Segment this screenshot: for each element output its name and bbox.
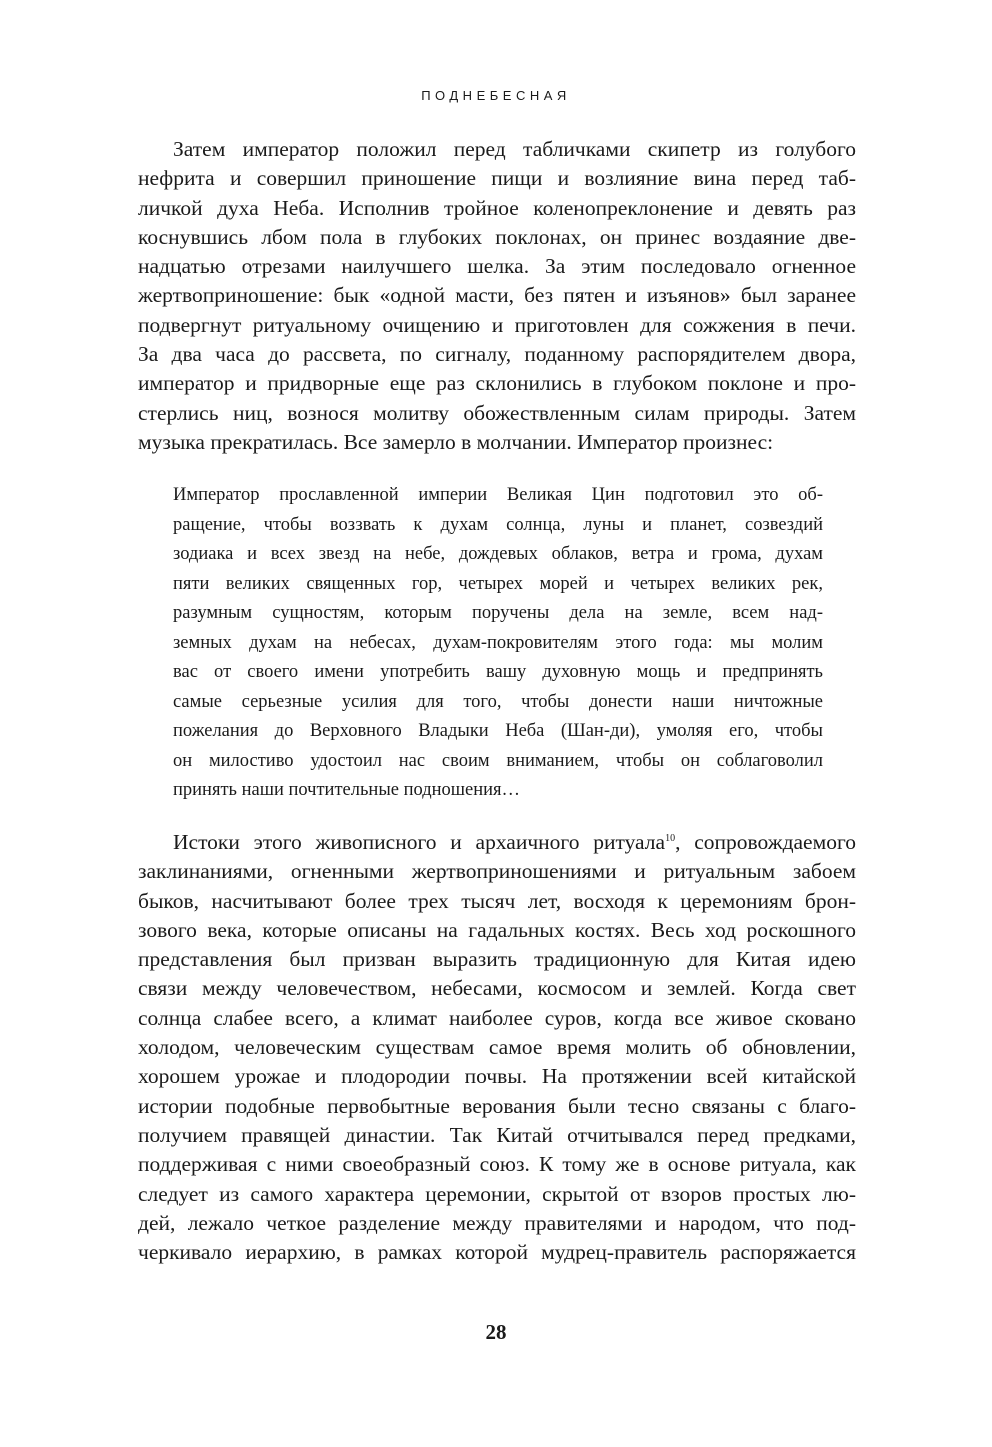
text-line: надцатью отрезами наилучшего шелка. За этим последовало огненное xyxy=(138,254,856,279)
text-fragment: , сопровождаемого xyxy=(675,830,856,854)
quote-line: пожелания до Верховного Владыки Неба (Шан-ди), умоляя его, чтобы xyxy=(173,721,823,741)
text-line: заклинаниями, огненными жертвоприношениями и ритуальным забоем xyxy=(138,859,856,884)
quote-line: он милостиво удостоил нас своим вниманием, чтобы он соблаговолил xyxy=(173,750,823,771)
text-line: быков, насчитывают более трех тысяч лет, восходя к церемониям брон- xyxy=(138,888,856,913)
text-line: черкивало иерархию, в рамках которой мудрец-правитель распоряжается xyxy=(138,1240,856,1265)
text-line: жертвоприношение: бык «одной масти, без пятен и изъянов» был заранее xyxy=(138,283,856,308)
paragraph-2 xyxy=(138,828,856,1267)
text-line: император и придворные еще раз склонились в глубоком поклоне и про- xyxy=(138,371,856,396)
quote-line: принять наши почтительные подношения… xyxy=(173,780,521,800)
text-line xyxy=(138,828,856,857)
text-line: истории подобные первобытные верования были тесно связаны с благо- xyxy=(138,1093,856,1118)
quote-line: земных духам на небесах, духам-покровителям этого года: мы молим xyxy=(173,632,823,653)
text-line: личкой духа Неба. Исполнив тройное коленопреклонение и девять раз xyxy=(138,195,856,220)
text-line: За два часа до рассвета, по сигналу, поданному распорядителем двора, xyxy=(138,342,856,367)
quote-line: пяти великих священных гор, четырех морей и четырех великих рек, xyxy=(173,573,823,594)
text-line: зового века, которые описаны на гадальных костях. Весь ход роскошного xyxy=(138,917,856,942)
text-line: поддерживая с ними своеобразный союз. К тому же в основе ритуала, как xyxy=(138,1152,856,1177)
text-line: Затем император положил перед табличками скипетр из голубого xyxy=(173,137,856,161)
text-line: следует из самого характера церемонии, скрытой от взоров простых лю- xyxy=(138,1181,856,1206)
text-line: подвергнут ритуальному очищению и приготовлен для сожжения в печи. xyxy=(138,312,856,337)
text-line: связи между человечеством, небесами, космосом и землей. Когда свет xyxy=(138,976,856,1001)
block-quote xyxy=(173,481,823,806)
quote-line: ращение, чтобы воззвать к духам солнца, луны и планет, созвездий xyxy=(173,514,823,535)
text-line: стерлись ниц, вознося молитву обожествленным силам природы. Затем xyxy=(138,400,856,425)
footnote-reference[interactable]: 10 xyxy=(665,833,676,844)
page-number: 28 xyxy=(485,1320,507,1344)
text-line: хорошем урожае и плодородии почвы. На протяжении всей китайской xyxy=(138,1064,856,1089)
paragraph-1 xyxy=(138,135,856,457)
text-line: холодом, человеческим существам самое время молить об обновлении, xyxy=(138,1035,856,1060)
quote-line: вас от своего имени употребить вашу духовную мощь и предпринять xyxy=(173,662,823,682)
text-line: коснувшись лбом пола в глубоких поклонах, он принес воздаяние две- xyxy=(138,224,856,249)
text-line: нефрита и совершил приношение пищи и возлияние вина перед таб- xyxy=(138,166,856,191)
running-head: ПОДНЕБЕСНАЯ xyxy=(421,88,571,103)
text-line: музыка прекратилась. Все замерло в молчании. Император произнес: xyxy=(138,429,774,454)
text-line: дей, лежало четкое разделение между правителями и народом, что под- xyxy=(138,1210,856,1235)
quote-line: Император прославленной империи Великая Цин подготовил это об- xyxy=(173,485,823,505)
text-line: получием правящей династии. Так Китай отчитывался перед предками, xyxy=(138,1122,856,1147)
quote-line: разумным сущностям, которым поручены дела на земле, всем над- xyxy=(173,603,823,623)
quote-line: самые серьезные усилия для того, чтобы донести наши ничтожные xyxy=(173,691,823,712)
quote-line: зодиака и всех звезд на небе, дождевых облаков, ветра и грома, духам xyxy=(173,544,823,564)
text-fragment: Истоки этого живописного и архаичного ритуала xyxy=(173,830,666,854)
text-line: представления был призван выразить традиционную для Китая идею xyxy=(138,947,856,972)
text-line: солнца слабее всего, а климат наиболее суров, когда все живое сковано xyxy=(138,1005,856,1030)
